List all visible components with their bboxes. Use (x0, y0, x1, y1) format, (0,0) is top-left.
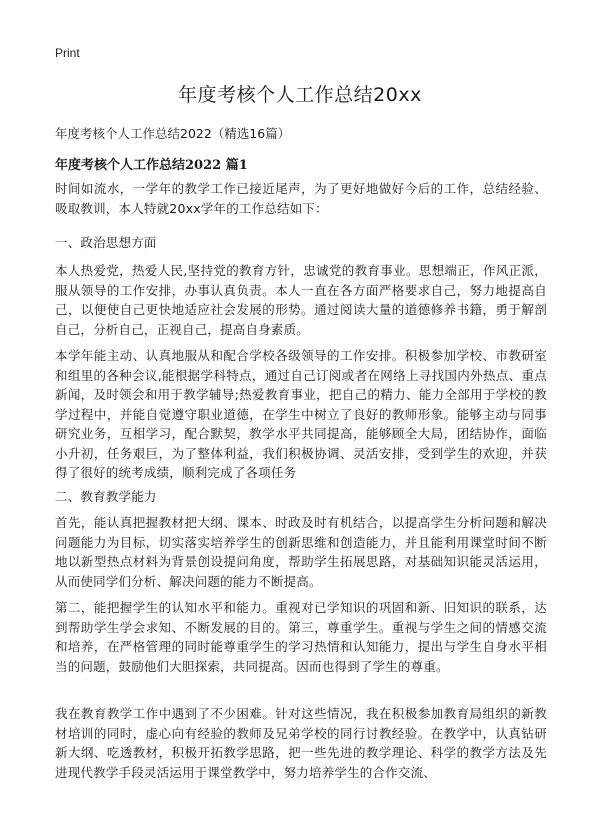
page-title: 年度考核个人工作总结20xx (178, 84, 422, 106)
paragraph-cooperation: 本学年能主动、认真地服从和配合学校各级领导的工作安排。积极参加学校、市教研室和组里的各种会议,能根据学科特点，通过自己订阅或者在网络上寻找国内外热点、重点新闻，及时领会和用于教学辅导;热爱教育事业，把自己的精力、能力全部用于学校的教学过程中，并能自觉遵守职业道德，在学生中树立了良好的教师形象。能够主动与同事研究业务，互相学习，配合默契，教学水平共同提高，能够顾全大局，团结协作，面临小升初，任务艰巨，为了整体利益，我们积极协调、灵活安排，受到学生的欢迎，并获得了很好的统考成绩，顺利完成了各项任务 (55, 348, 547, 480)
paragraph-politics: 本人热爱党，热爱人民,坚持党的教育方针，忠诚党的教育事业。思想端正，作风正派，服从领导的工作安排，办事认真负责。本人一直在各方面严格要求自己，努力地提高自己，以便使自己更快地适应社会发展的形势。通过阅读大量的道德修养书籍，勇于解剖自己，分析自己，正视自己，提高自身素质。 (55, 263, 547, 337)
paragraph-teaching-first: 首先，能认真把握教材把大纲、课本、时政及时有机结合，以提高学生分析问题和解决问题能力为目标，切实落实培养学生的创新思维和创造能力，并且能利用课堂时间不断地以新型热点材料为背景创设提问角度，帮助学生拓展思路，对基础知识能灵活运用，从而使同学们分析、解决问题的能力不断提高。 (55, 515, 547, 589)
section-heading: 年度考核个人工作总结2022 篇1 (55, 158, 248, 173)
paragraph-intro: 时间如流水，一学年的教学工作已接近尾声，为了更好地做好今后的工作，总结经验、吸取教训，本人特就20xx学年的工作总结如下： (55, 181, 547, 216)
paragraph-difficulties: 我在教育教学工作中遇到了不少困难。针对这些情况，我在积极参加教育局组织的新教材培训的同时，虚心向有经验的教师及兄弟学校的同行讨教经验。在教学中，认真钻研新大纲、吃透教材，积极开拓教学思路，把一些先进的教学理论、科学的教学方法及先进现代教学手段灵活运用于课堂教学中，努力培养学生的合作交流、 (55, 706, 547, 780)
document-subtitle: 年度考核个人工作总结2022（精选16篇） (55, 126, 291, 141)
subheading-teaching: 二、教育教学能力 (55, 489, 157, 504)
print-link[interactable]: Print (55, 46, 80, 60)
subheading-politics: 一、政治思想方面 (55, 235, 157, 250)
paragraph-teaching-second: 第二，能把握学生的认知水平和能力。重视对已学知识的巩固和新、旧知识的联系，达到帮助学生学会求知、不断发展的目的。第三，尊重学生。重视与学生之间的情感交流和培养，在严格管理的同时能尊重学生的学习热情和认知能力，提出与学生自身水平相当的问题，鼓励他们大胆探索，共同提高。因而也得到了学生的尊重。 (55, 600, 547, 674)
